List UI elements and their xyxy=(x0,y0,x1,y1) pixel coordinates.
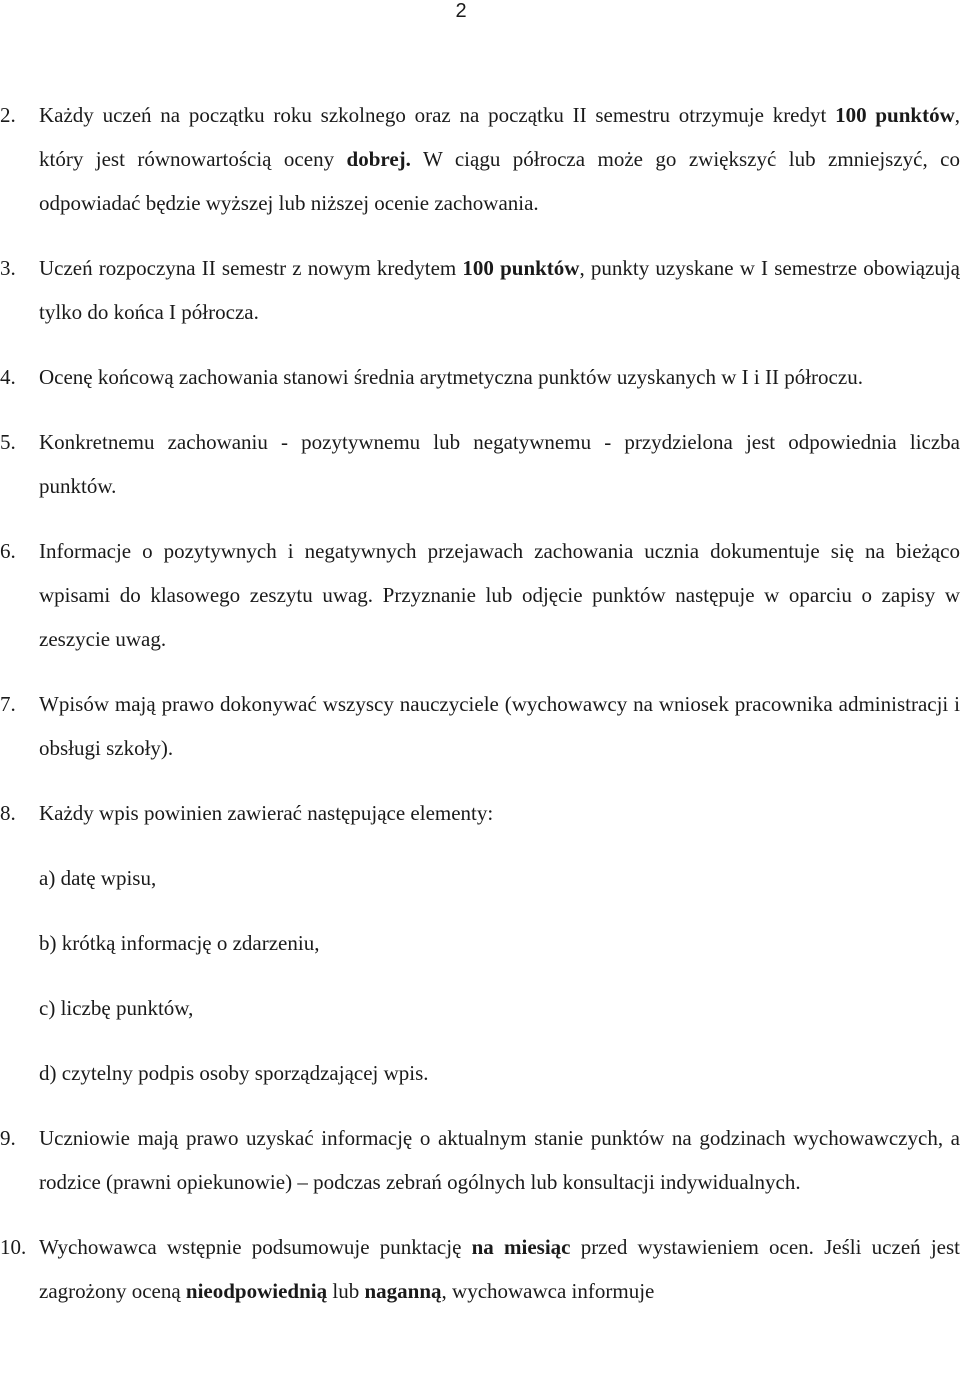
item-text: Wychowawca wstępnie podsumowuje punktację xyxy=(39,1235,472,1259)
item-text: Wpisów mają prawo dokonywać wszyscy nauczyciele (wychowawcy na wniosek pracownika administracji i obsługi szkoły). xyxy=(39,692,960,760)
item-text: Ocenę końcową zachowania stanowi średnia arytmetyczna punktów uzyskanych w I i II półroczu. xyxy=(39,365,863,389)
bold-text: dobrej. xyxy=(346,147,411,171)
bold-text: 100 punktów xyxy=(835,103,955,127)
list-item xyxy=(0,529,960,661)
item-text: W ciągu półrocza może go zwiększyć lub zmniejszyć, co odpowiadać będzie wyższej lub niższej ocenie zachowania. xyxy=(39,147,960,215)
list-item xyxy=(0,1116,960,1204)
bold-text: nieodpowiednią xyxy=(185,1279,328,1303)
sub-list xyxy=(0,856,960,1095)
item-number: 2. xyxy=(0,103,16,127)
numbered-list-continued xyxy=(0,1116,960,1313)
sub-list-item: a) datę wpisu, xyxy=(39,866,157,890)
item-text: Informacje o pozytywnych i negatywnych przejawach zachowania ucznia dokumentuje się na bieżąco wpisami do klasowego zeszytu uwag. Przyznanie lub odjęcie punktów następuje w oparciu o zapisy w zeszycie uwag. xyxy=(39,539,960,651)
item-number: 3. xyxy=(0,256,16,280)
item-text: Każdy wpis powinien zawierać następujące elementy: xyxy=(39,801,494,825)
item-text: , który jest równowartością oceny xyxy=(39,103,960,171)
item-text: Konkretnemu zachowaniu - pozytywnemu lub negatywnemu - przydzielona jest odpowiednia liczba punktów. xyxy=(39,430,960,498)
list-item xyxy=(0,682,960,770)
list-item xyxy=(0,1225,960,1313)
sub-list-item: b) krótką informację o zdarzeniu, xyxy=(39,931,320,955)
item-text: lub xyxy=(327,1279,365,1303)
item-number: 5. xyxy=(0,430,16,454)
sub-list-item: d) czytelny podpis osoby sporządzającej wpis. xyxy=(39,1061,429,1085)
bold-text: na miesiąc xyxy=(471,1235,571,1259)
item-number: 7. xyxy=(0,692,16,716)
numbered-list xyxy=(0,93,960,835)
item-text: przed wystawieniem ocen. Jeśli uczeń jest zagrożony oceną xyxy=(39,1235,960,1303)
list-item xyxy=(0,420,960,508)
list-item xyxy=(0,246,960,334)
list-item xyxy=(0,791,960,835)
item-text: Uczniowie mają prawo uzyskać informację o aktualnym stanie punktów na godzinach wychowawczych, a rodzice (prawni opiekunowie) – podczas zebrań ogólnych lub konsultacji indywidualnych. xyxy=(39,1126,960,1194)
item-text: , wychowawca informuje xyxy=(441,1279,655,1303)
document-body xyxy=(0,93,960,1334)
item-number: 4. xyxy=(0,365,16,389)
page-number: 2 xyxy=(455,0,467,22)
list-item xyxy=(0,355,960,399)
item-text: Każdy uczeń na początku roku szkolnego oraz na początku II semestru otrzymuje kredyt xyxy=(39,103,836,127)
list-item xyxy=(0,93,960,225)
item-number: 8. xyxy=(0,801,16,825)
item-text: Uczeń rozpoczyna II semestr z nowym kredytem xyxy=(39,256,463,280)
item-text: , punkty uzyskane w I semestrze obowiązują tylko do końca I półrocza. xyxy=(39,256,960,324)
sub-list-item: c) liczbę punktów, xyxy=(39,996,194,1020)
bold-text: 100 punktów xyxy=(462,256,580,280)
item-number: 6. xyxy=(0,539,16,563)
bold-text: naganną xyxy=(364,1279,442,1303)
item-number: 9. xyxy=(0,1126,16,1150)
item-number: 10. xyxy=(0,1235,27,1259)
